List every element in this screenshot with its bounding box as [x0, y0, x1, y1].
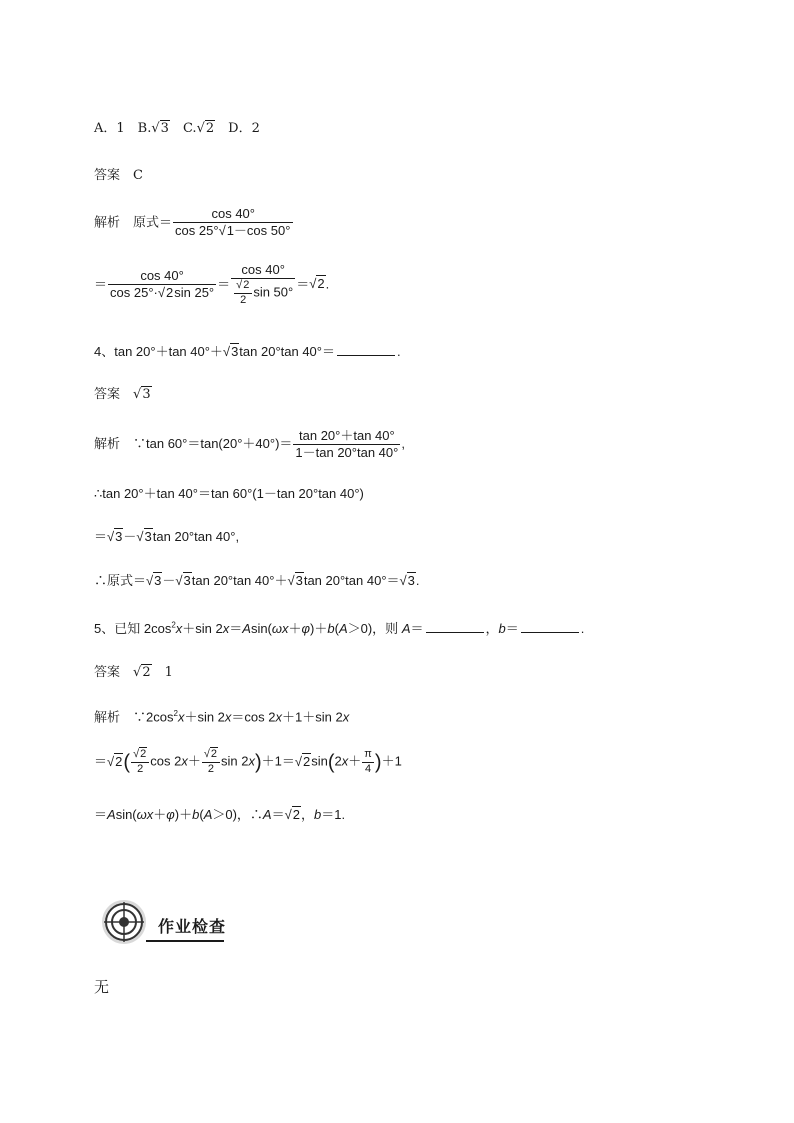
fraction: cos 40° $\frac{√2}{2}$ sin 50°	[231, 262, 295, 308]
answer-blank-a[interactable]	[426, 620, 484, 633]
fraction: $\frac{\pi}{4}$	[364, 748, 372, 775]
q5-analysis-line-1: 解析 $\because 2\cos^2x+\sin$ 2x＝cos 2x＋1＋sin 2x	[94, 709, 350, 725]
q4-analysis-line-1: 解析 ∵tan 60°＝tan(20°＋40°)＝ $\frac{\tan 20^\circ+\tan 40^\circ}{1-\tan 20^\circ\tan 40^\circ}$ ,	[94, 428, 405, 461]
q5-question: 5、已知 $2\cos^2x+\sin$ 2x＝Asin(ωx＋φ)＋b(A＞0)，则 A＝ ，b＝ .	[94, 620, 585, 636]
fraction: $\frac{\cos 40^\circ}{\cos 25^\circ√1-\cos 50^\circ}$	[173, 206, 293, 240]
homework-body: 无	[94, 978, 110, 996]
homework-section-header	[100, 898, 228, 948]
q3-answer: 答案 C	[94, 167, 143, 183]
answer-blank-b[interactable]	[521, 620, 579, 633]
q3-analysis-line-1: 解析 原式＝ $\frac{\cos 40^\circ}{\cos 25^\circ√1-\cos 50^\circ}$	[94, 206, 294, 240]
q4-analysis-line-3: ＝√3－√3tan 20°tan 40°,	[94, 529, 240, 544]
q5-analysis-line-2: ＝√2( $\frac{√2}{2}$ cos 2x＋ $\frac{√2}{2}$ sin 2x)＋1＝√2sin(2x＋ $\frac{\pi}{4}$ )＋1	[94, 748, 402, 775]
fraction: $\frac{√2}{2}$	[131, 748, 149, 777]
q4-answer: 答案 √3	[94, 386, 151, 402]
q5-answer: 答案 √2 1	[94, 664, 173, 680]
answer-blank[interactable]	[337, 343, 395, 356]
q5-analysis-line-3: ＝Asin(ωx＋φ)＋b(A＞0)，∴A＝√2，b＝1.	[94, 807, 346, 822]
q3-options: A．1 B.√3 C.√2 D．2	[94, 121, 260, 136]
fraction: $\frac{√2}{2}$	[202, 748, 220, 777]
section-title: 作业检查	[158, 919, 227, 936]
target-icon	[100, 898, 150, 948]
q4-analysis-line-4: ∴原式＝√3－√3tan 20°tan 40°＋√3tan 20°tan 40°＝√3.	[94, 573, 420, 588]
q4-question: 4、tan 20°＋tan 40°＋√3tan 20°tan 40°＝ .	[94, 344, 401, 359]
q3-analysis-line-2: ＝ $\frac{\cos 40^\circ}{\cos 25^\circ\cdot√2\sin 25^\circ}$ ＝ cos 40° $\frac{√2}{2}$ sin 50° ＝√2.	[94, 262, 330, 306]
fraction: $\frac{\tan 20^\circ+\tan 40^\circ}{1-\tan 20^\circ\tan 40^\circ}$	[295, 428, 399, 461]
section-underline	[146, 940, 224, 942]
q4-analysis-line-2: ∴tan 20°＋tan 40°＝tan 60°(1－tan 20°tan 40°)	[94, 486, 364, 501]
fraction: $\frac{\cos 40^\circ}{\cos 25^\circ\cdot√2\sin 25^\circ}$	[110, 268, 215, 301]
